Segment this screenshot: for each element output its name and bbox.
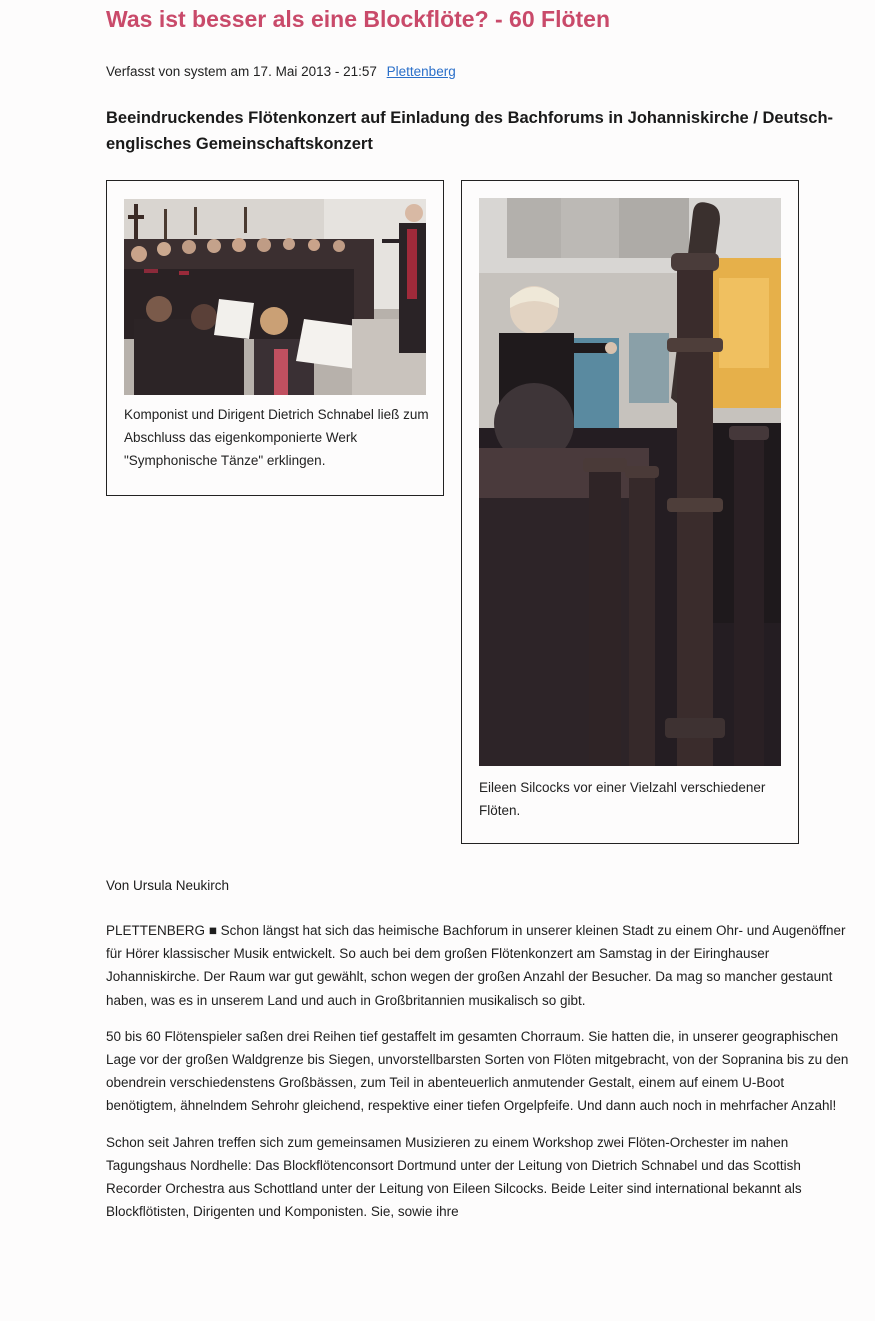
article-paragraph: 50 bis 60 Flötenspieler saßen drei Reihen tief gestaffelt im gesamten Chorraum. Sie hatten die, in unserer geographischen Lage vor der großen Waldgrenze bis Siegen, unvorstellbarsten Sorten von Flöten mitgebracht, von der Sopranina bis zu den obendrein verschiedenstens Großbässen, zum Teil in abenteuerlich anmutender Gestalt, einem auf einem U-Boot benötigtem, ähnelndem Sehrohr gleichend, respektive einer tiefen Orgelpfeife. Und dann auch noch in mehrfacher Anzahl! xyxy=(106,1028,849,1114)
article-body xyxy=(106,919,858,1236)
figure-caption: Eileen Silcocks vor einer Vielzahl verschiedener Flöten. xyxy=(479,780,766,818)
article-paragraph: PLETTENBERG ■ Schon längst hat sich das heimische Bachforum in unserer kleinen Stadt zu einem Ohr- und Augenöffner für Hörer klassischer Musik entwickelt. So auch bei dem großen Flötenkonzert am Samstag in der Eiringhauser Johanniskirche. Der Raum war gut gewählt, schon wegen der großen Anzahl der Besucher. Da mag so mancher gestaunt haben, was es in unserem Land und auch in Großbritannien musikalisch so gibt. xyxy=(106,923,846,1008)
flutes-photo xyxy=(479,198,781,766)
author-date: Verfasst von system am 17. Mai 2013 - 21:57 xyxy=(106,64,377,79)
article-meta xyxy=(106,64,456,79)
article-paragraph: Schon seit Jahren treffen sich zum gemeinsamen Musizieren zu einem Workshop zwei Flöten-Orchester im nahen Tagungshaus Nordhelle: Das Blockflötenconsort Dortmund unter der Leitung von Dietrich Schnabel und das Scottish Recorder Orchestra aus Schottland unter der Leitung von Eileen Silcocks. Beide Leiter sind international bekannt als Blockflötisten, Dirigenten und Komponisten. Sie, sowie ihre xyxy=(106,1134,802,1220)
figure-orchestra xyxy=(106,180,444,496)
article-subtitle: Beeindruckendes Flötenkonzert auf Einladung des Bachforums in Johanniskirche / Deutsch-englisches Gemeinschaftskonzert xyxy=(106,109,834,153)
category-link[interactable]: Plettenberg xyxy=(386,64,456,79)
figure-caption: Komponist und Dirigent Dietrich Schnabel ließ zum Abschluss das eigenkomponierte Werk "Symphonische Tänze" erklingen. xyxy=(124,407,429,468)
article-title: Was ist besser als eine Blockflöte? - 60 Flöten xyxy=(106,6,611,32)
figure-flutes xyxy=(461,180,799,844)
article-byline: Von Ursula Neukirch xyxy=(106,878,230,893)
orchestra-photo xyxy=(124,199,426,395)
